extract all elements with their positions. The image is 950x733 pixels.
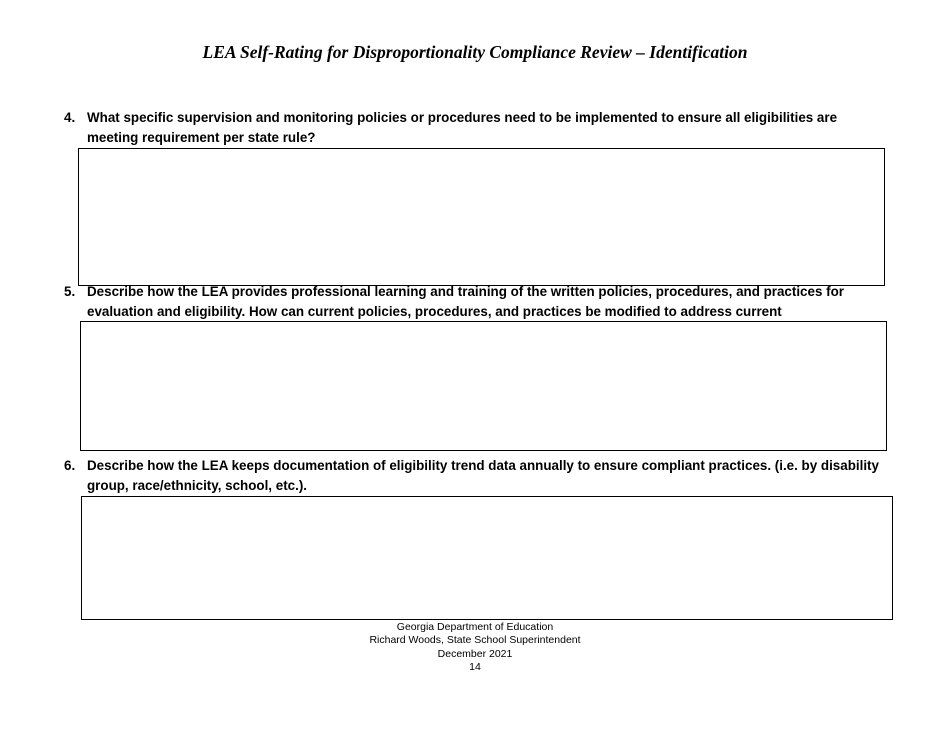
question-4: [64, 108, 864, 148]
question-5-answer-box[interactable]: [80, 321, 887, 451]
question-6-number: 6.: [64, 458, 76, 473]
question-5-text: Describe how the LEA provides professional learning and training of the written policies, procedures, and practices for evaluation and eligibility. How can current policies, procedures, and practices be modified to address current: [87, 284, 844, 319]
question-4-text: What specific supervision and monitoring policies or procedures need to be implemented to ensure all eligibilities are meeting requirement per state rule?: [87, 110, 838, 145]
question-6-answer-box[interactable]: [81, 496, 893, 620]
footer-date: December 2021: [437, 647, 513, 660]
question-6: [64, 456, 884, 496]
page-footer: [0, 621, 950, 674]
page-title: LEA Self-Rating for Disproportionality Compliance Review – Identification: [202, 42, 748, 62]
question-5-number: 5.: [64, 284, 76, 299]
question-4-number: 4.: [64, 110, 76, 125]
question-4-answer-box[interactable]: [78, 148, 885, 286]
footer-page-number: 14: [469, 660, 481, 673]
footer-organization: Georgia Department of Education: [396, 621, 554, 633]
footer-superintendent: Richard Woods, State School Superintendent: [369, 634, 581, 647]
question-6-text: Describe how the LEA keeps documentation of eligibility trend data annually to ensure compliant practices. (i.e. by disability group, race/ethnicity, school, etc.).: [87, 458, 879, 493]
